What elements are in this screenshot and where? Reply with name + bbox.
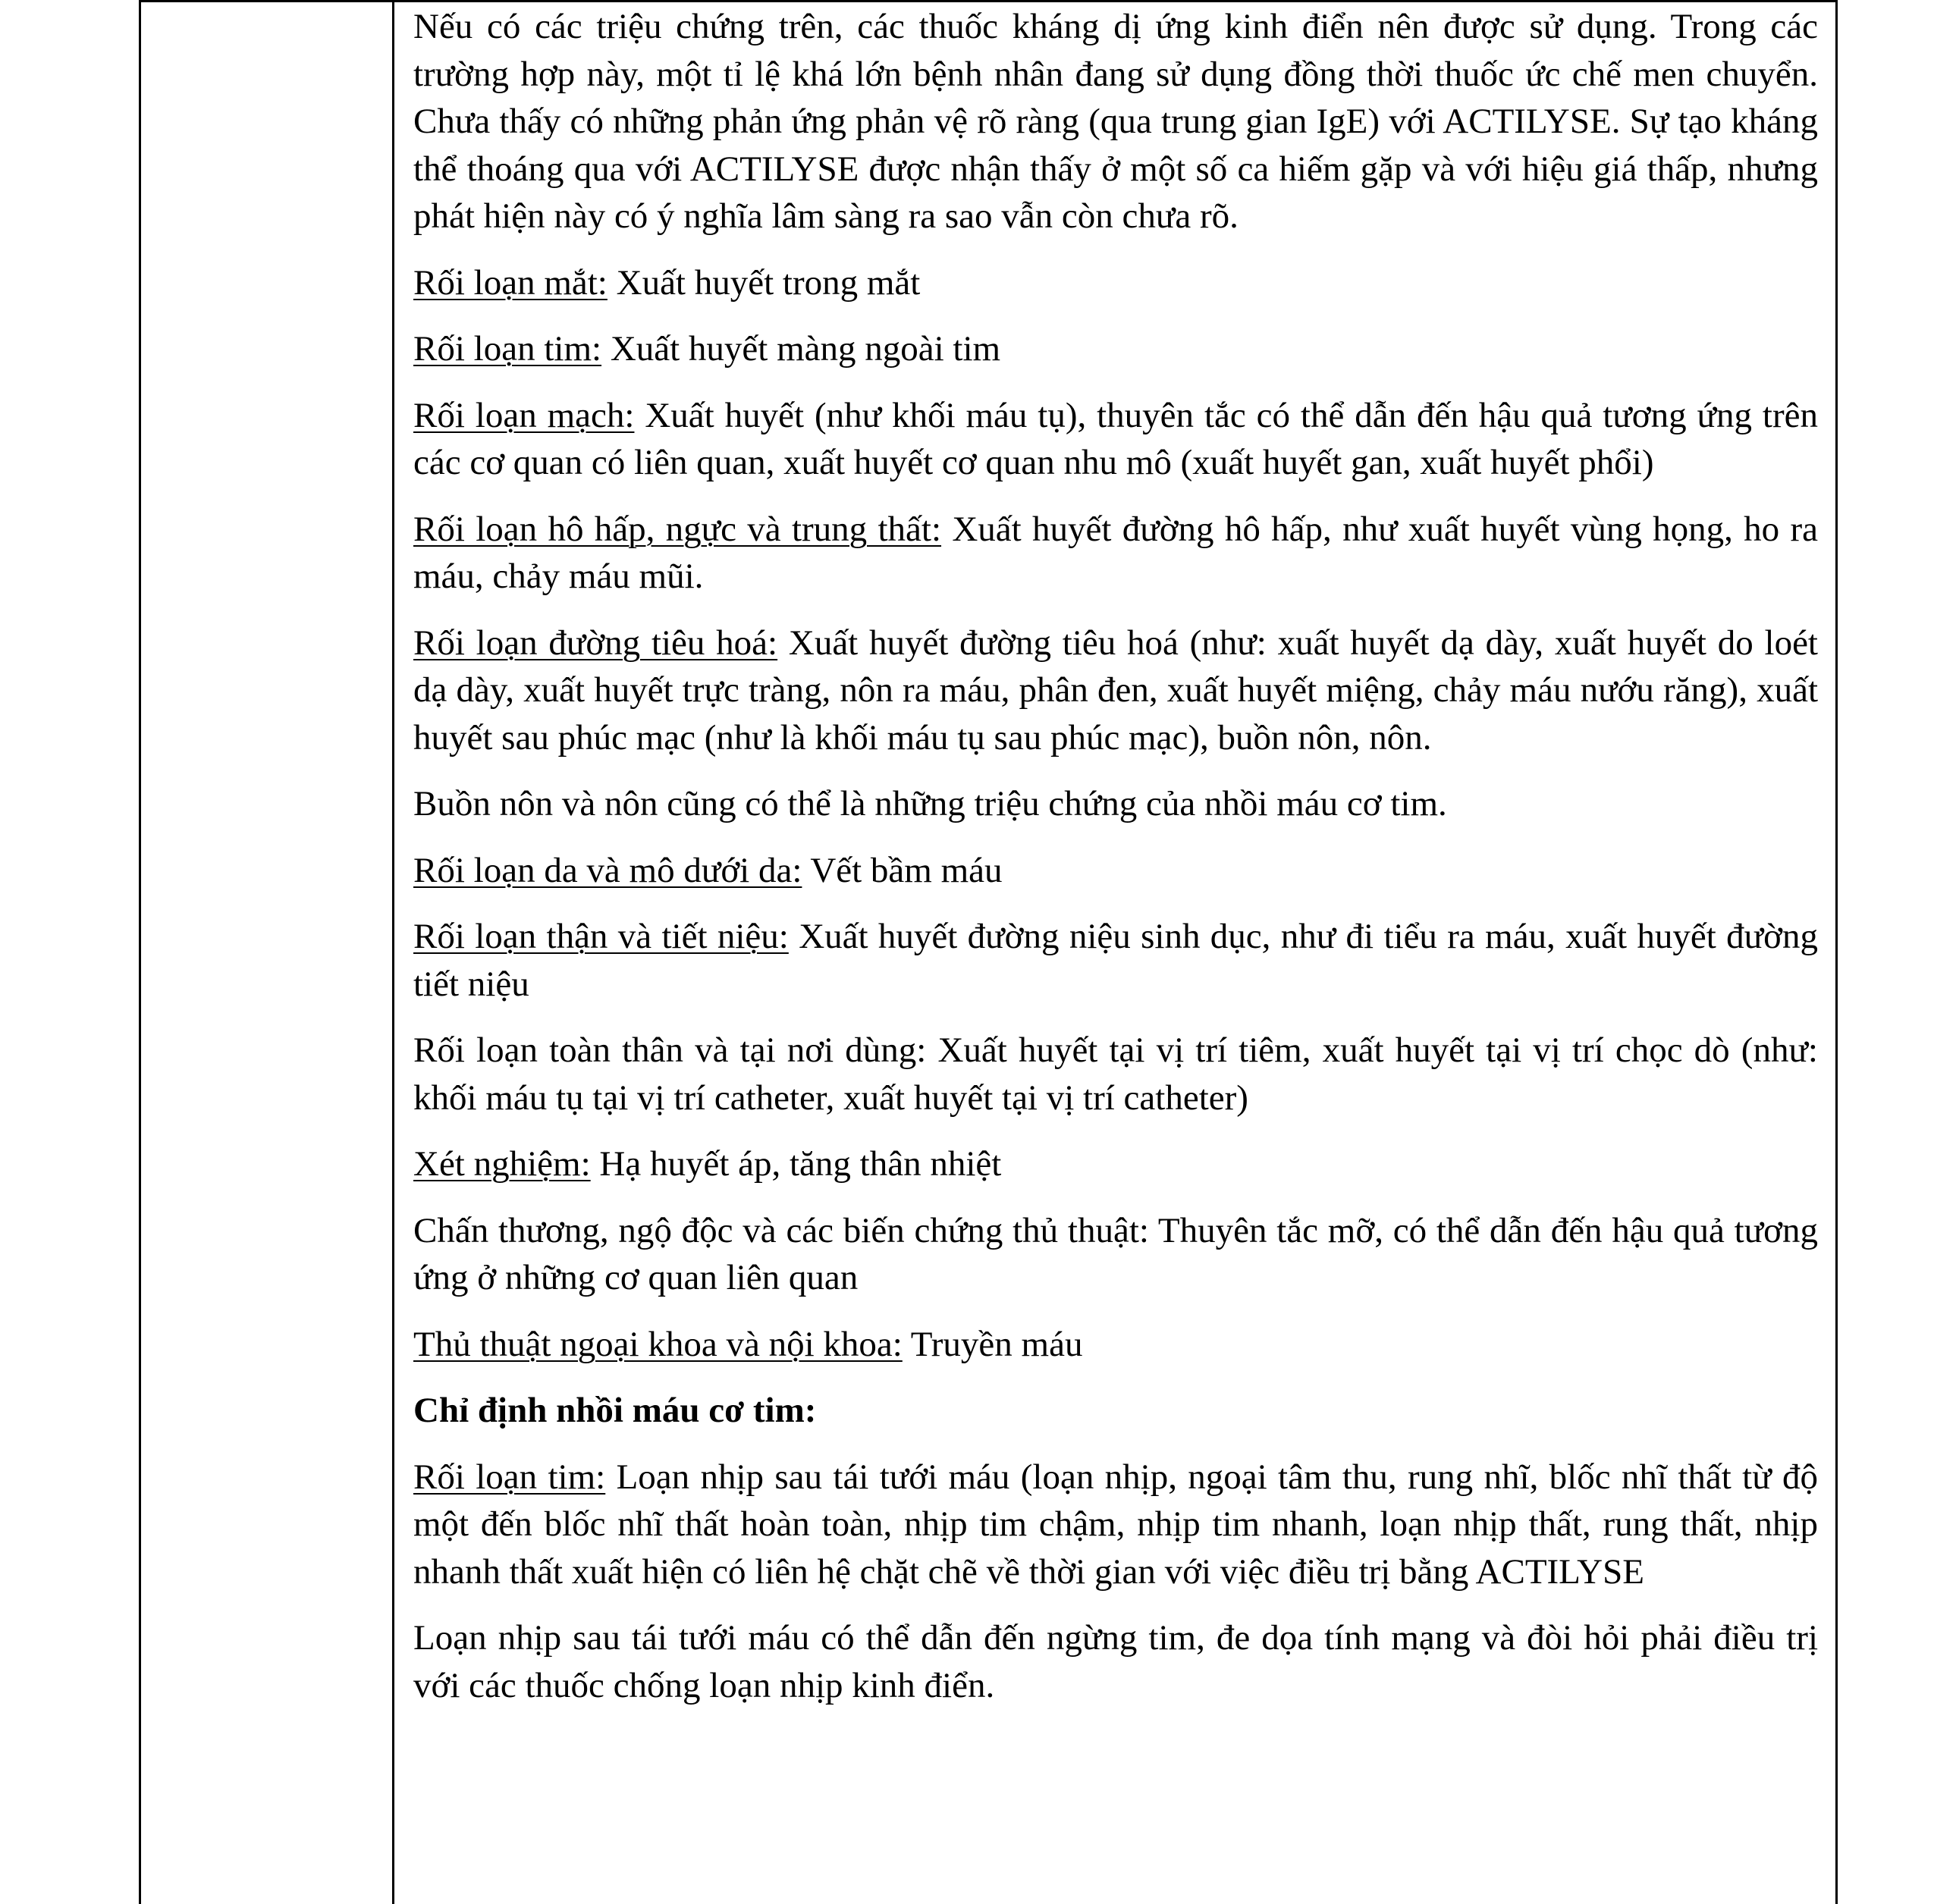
paragraph-reperfusion-arrhythmia [413,1614,1818,1709]
paragraph-renal-disorders [413,913,1818,1008]
paragraph-allergy-note [413,3,1818,240]
column-divider [392,0,394,1904]
section-heading: Rối loạn tim: [413,329,602,369]
paragraph-text: Nếu có các triệu chứng trên, các thuốc kháng dị ứng kinh điển nên được sử dụng. Trong các trường hợp này, một tỉ lệ khá lớn bệnh nhân đang sử dụng đồng thời thuốc ức chế men chuyển. Chưa thấy có những phản ứng phản vệ rõ ràng (qua trung gian IgE) với ACTILYSE. Sự tạo kháng thể thoáng qua với ACTILYSE được nhận thấy ở một số ca hiếm gặp và với hiệu giá thấp, nhưng phát hiện này có ý nghĩa lâm sàng ra sao vẫn còn chưa rõ. [413,7,1818,236]
paragraph-text: Loạn nhịp sau tái tưới máu (loạn nhịp, ngoại tâm thu, rung nhĩ, blốc nhĩ thất từ độ một đến blốc nhĩ thất hoàn toàn, nhịp tim chậm, nhịp tim nhanh, loạn nhịp thất, rung thất, nhịp nhanh thất xuất hiện có liên hệ chặt chẽ về thời gian với việc điều trị bằng ACTILYSE [413,1457,1819,1592]
section-heading: Rối loạn hô hấp, ngực và trung thất: [413,509,942,549]
section-heading: Rối loạn đường tiêu hoá: [413,623,778,663]
paragraph-text: Xuất huyết trong mắt [607,262,921,303]
paragraph-text: Xuất huyết đường hô hấp, như xuất huyết vùng họng, ho ra máu, chảy máu mũi. [413,509,1818,596]
paragraph-text: Buồn nôn và nôn cũng có thể là những triệu chứng của nhồi máu cơ tim. [413,784,1447,823]
paragraph-investigations [413,1140,1818,1188]
section-heading: Rối loạn mắt: [413,262,608,303]
table-left-cell [141,2,392,1904]
section-heading: Rối loạn tim: [413,1457,606,1497]
section-heading: Rối loạn thận và tiết niệu: [413,917,789,956]
paragraph-gastrointestinal-disorders [413,620,1818,762]
paragraph-text: Xuất huyết đường niệu sinh dục, như đi tiểu ra máu, xuất huyết đường tiết niệu [413,917,1818,1004]
paragraph-text: Hạ huyết áp, tăng thân nhiệt [590,1144,1002,1184]
paragraph-general-disorders [413,1027,1818,1121]
paragraph-surgical-procedures [413,1321,1818,1369]
paragraph-text: Xuất huyết màng ngoài tim [601,329,1001,369]
section-heading: Xét nghiệm: [413,1144,591,1184]
bold-heading: Chỉ định nhồi máu cơ tim: [413,1391,817,1430]
paragraph-injury-poisoning [413,1207,1818,1302]
paragraph-eye-disorders [413,259,1818,307]
paragraph-respiratory-disorders [413,506,1818,601]
paragraph-mi-cardiac-disorders [413,1454,1818,1596]
paragraph-text: Loạn nhịp sau tái tưới máu có thể dẫn đến ngừng tim, đe dọa tính mạng và đòi hỏi phải điều trị với các thuốc chống loạn nhịp kinh điển. [413,1618,1818,1705]
paragraph-text: Xuất huyết (như khối máu tụ), thuyên tắc có thể dẫn đến hậu quả tương ứng trên các cơ quan có liên quan, xuất huyết cơ quan nhu mô (xuất huyết gan, xuất huyết phổi) [413,395,1818,482]
paragraph-vascular-disorders [413,392,1818,487]
paragraph-text: Xuất huyết đường tiêu hoá (như: xuất huyết dạ dày, xuất huyết do loét dạ dày, xuất huyết trực tràng, nôn ra máu, phân đen, xuất huyết miệng, chảy máu nướu răng), xuất huyết sau phúc mạc (như là khối máu tụ sau phúc mạc), buồn nôn, nôn. [413,623,1818,758]
paragraph-mi-indication-heading [413,1387,1818,1435]
paragraph-text: Truyền máu [902,1324,1083,1364]
paragraph-nausea-note [413,780,1818,828]
table-right-cell [413,3,1818,1709]
paragraph-skin-disorders [413,847,1818,895]
section-heading: Rối loạn da và mô dưới da: [413,850,802,890]
paragraph-cardiac-disorders [413,325,1818,373]
section-heading: Rối loạn mạch: [413,395,635,435]
paragraph-text: Rối loạn toàn thân và tại nơi dùng: Xuất huyết tại vị trí tiêm, xuất huyết tại vị trí chọc dò (như: khối máu tụ tại vị trí catheter, xuất huyết tại vị trí catheter) [413,1030,1818,1118]
section-heading: Thủ thuật ngoại khoa và nội khoa: [413,1324,903,1364]
paragraph-text: Chấn thương, ngộ độc và các biến chứng thủ thuật: Thuyên tắc mỡ, có thể dẫn đến hậu quả tương ứng ở những cơ quan liên quan [413,1210,1818,1297]
paragraph-text: Vết bầm máu [802,850,1003,890]
